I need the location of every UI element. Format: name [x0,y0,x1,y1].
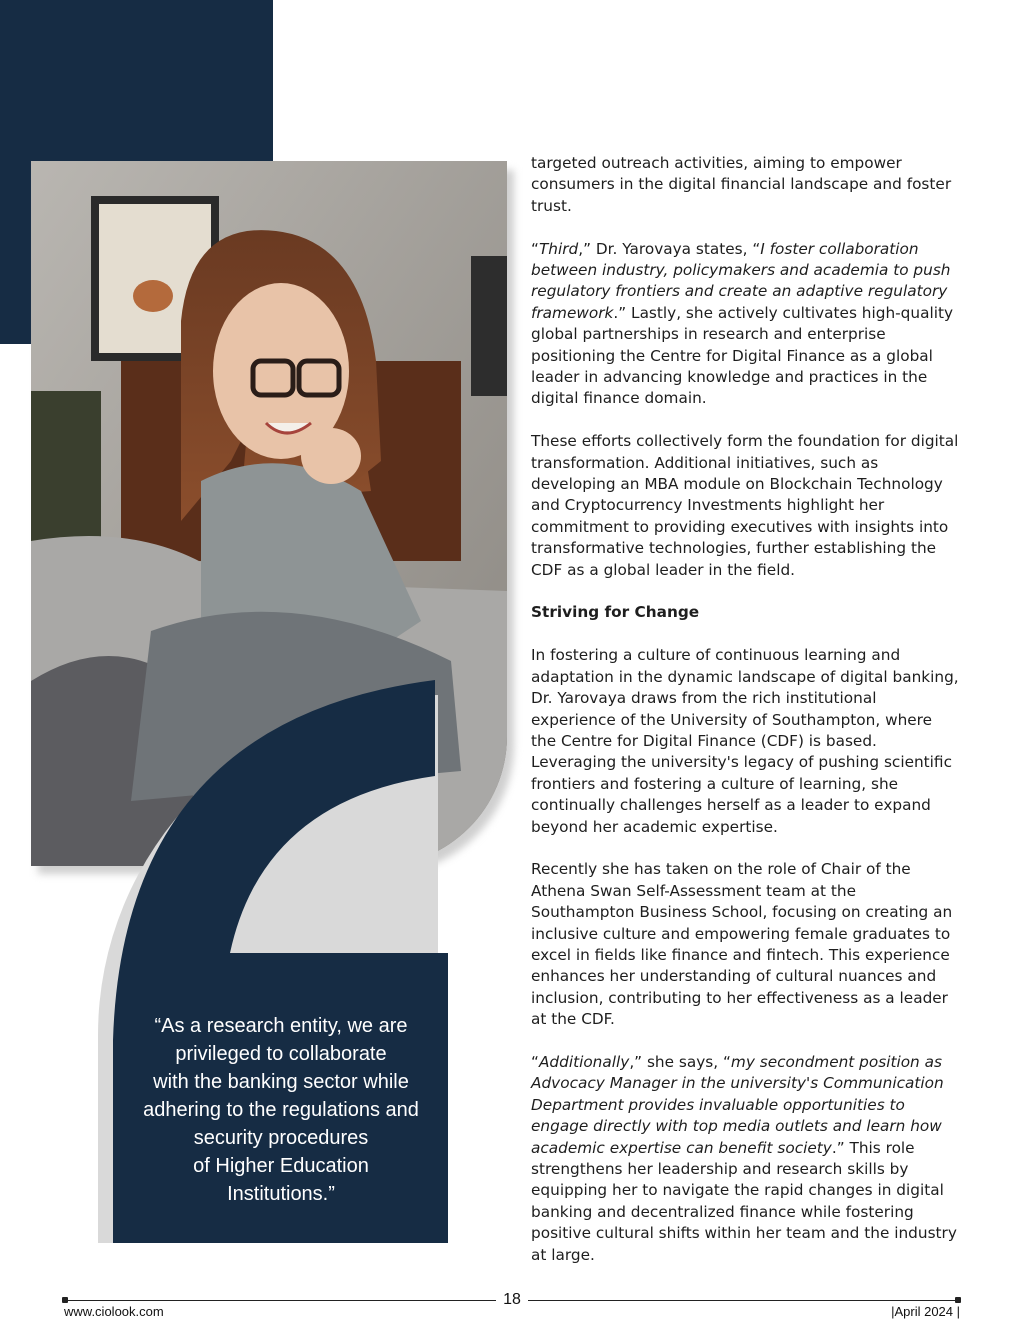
footer-rule-end-right [955,1297,961,1303]
pull-quote-line: privileged to collaborate [175,1043,387,1065]
pull-quote-line: of Higher Education [193,1155,369,1177]
pull-quote-line: adhering to the regulations and [143,1099,419,1121]
paragraph-additionally [531,1052,959,1266]
pull-quote-line: security procedures [193,1127,369,1149]
emphasis-additionally: Additionally [538,1052,630,1071]
paragraph-efforts: These efforts collectively form the foundation for digital transformation. Additional initiatives, such as developing an MBA module on Blockchain Technology and Cryptocurrency Investments highlight her commitment to providing executives with insights into transformative technologies, further establishing the CDF as a global leader in the field. [531,432,959,579]
paragraph-additionally-rest: .” This role strengthens her leadership and research skills by equipping her to navigate the rapid changes in digital banking and decentralized finance while fostering positive cultural shifts within her team and the industry at large. [531,1138,957,1264]
footer-rule-end-left [62,1297,68,1303]
open-quote: “ [531,239,539,258]
pull-quote-line: “As a research entity, we are [154,1015,408,1037]
open-quote: “ [531,1052,539,1071]
pull-quote [118,1012,444,1208]
paragraph-fostering: In fostering a culture of continuous learning and adaptation in the dynamic landscape of digital banking, Dr. Yarovaya draws from the rich institutional experience of the University of Southampton, where the Centre for Digital Finance (CDF) is based. Leveraging the university's legacy of pushing scientific frontiers and fostering a culture of learning, she continually challenges herself as a leader to expand beyond her academic expertise. [531,646,959,836]
quote-secondment: my secondment position as Advocacy Manager in the university's Communication Department provides invaluable opportunities to engage directly with top media outlets and learn how academic expertise can benefit society [531,1052,944,1157]
paragraph-outreach: targeted outreach activities, aiming to empower consumers in the digital financial landscape and foster trust. [531,154,952,215]
emphasis-third: Third [538,239,579,258]
website-link[interactable]: www.ciolook.com [64,1304,164,1319]
paragraph-third-rest: .” Lastly, she actively cultivates high-quality global partnerships in research and enterprise positioning the Centre for Digital Finance as a global leader in advancing knowledge and practices in the digital finance domain. [531,303,953,408]
attribution: ,” Dr. Yarovaya states, “ [578,239,761,258]
quote-collaboration: I foster collaboration between industry, policymakers and academia to push regulatory frontiers and create an adaptive regulatory framework [531,239,951,322]
paragraph-athena-swan: Recently she has taken on the role of Chair of the Athena Swan Self-Assessment team at the Southampton Business School, focusing on creating an inclusive culture and empowering female graduates to excel in fields like finance and fintech. This experience enhances her understanding of cultural nuances and inclusion, contributing to her effectiveness as a leader at the CDF. [531,860,953,1029]
section-heading: Striving for Change [531,603,700,622]
attribution: ,” she says, “ [629,1052,731,1071]
paragraph-third [531,239,959,410]
page-number: 18 [496,1290,528,1310]
pull-quote-line: Institutions.” [227,1183,335,1205]
article-body [531,153,959,1287]
pull-quote-line: with the banking sector while [153,1071,409,1093]
issue-date: |April 2024 | [891,1304,960,1319]
